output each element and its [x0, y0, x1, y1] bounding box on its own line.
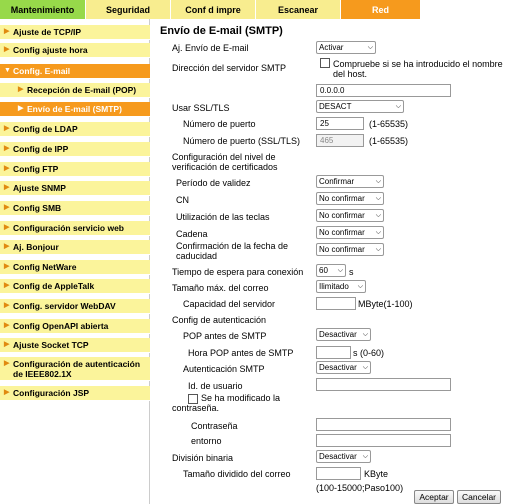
ssl-port-range: (1-65535) [369, 136, 409, 146]
arrow-right-icon: ▶ [18, 105, 24, 112]
key-usage-select[interactable] [316, 209, 384, 222]
binary-split-value: Desactivar [319, 452, 357, 461]
expiry-select[interactable] [316, 243, 384, 256]
port-label: Número de puerto [183, 119, 256, 129]
password-input[interactable] [316, 418, 451, 431]
chevron-down-icon: ⌵ [357, 283, 363, 290]
arrow-right-icon: ▶ [4, 224, 10, 231]
sidebar-item-ieee8021x[interactable] [0, 357, 150, 381]
expiry-value: No confirmar [319, 245, 365, 254]
capacity-label: Capacidad del servidor [183, 299, 276, 309]
pop-time-label: Hora POP antes de SMTP [188, 348, 294, 358]
chain-value: No confirmar [319, 228, 365, 237]
top-tab-bar [0, 0, 517, 19]
split-size-unit: KByte [364, 469, 389, 479]
timeout-unit: s [349, 267, 354, 277]
sidebar-item-label: Config OpenAPI abierta [13, 321, 109, 331]
sidebar-item-label: Ajuste Socket TCP [13, 340, 89, 350]
sidebar-item-bonjour[interactable] [0, 240, 150, 255]
max-size-label: Tamaño máx. del correo [172, 283, 269, 293]
ssl-port-label: Número de puerto (SSL/TLS) [183, 136, 301, 146]
send-email-select[interactable] [316, 41, 376, 54]
pop-before-label: POP antes de SMTP [183, 331, 267, 341]
chain-label: Cadena [176, 229, 208, 239]
sidebar-item-label: Configuración servicio web [13, 223, 124, 233]
binary-split-select[interactable] [316, 450, 371, 463]
domain-label: entorno [191, 436, 222, 446]
password-changed-label: Se ha modificado la contraseña. [172, 393, 281, 413]
sidebar-item-appletalk[interactable] [0, 279, 150, 294]
sidebar-item-ldap[interactable] [0, 122, 150, 137]
sidebar-item-label: Recepción de E-mail (POP) [27, 85, 137, 95]
chevron-down-icon: ⌵ [337, 267, 343, 274]
auth-section-heading: Config de autenticación [172, 315, 267, 325]
chevron-down-icon: ⌵ [375, 229, 381, 236]
arrow-right-icon: ▶ [4, 389, 10, 396]
port-input[interactable]: 25 [316, 117, 364, 130]
sidebar-item-smtp[interactable] [0, 102, 150, 117]
pop-time-unit: s (0-60) [353, 348, 385, 358]
sidebar-item-label: Configuración JSP [13, 388, 90, 398]
arrow-right-icon: ▶ [4, 282, 10, 289]
sidebar-item-ftp[interactable] [0, 162, 150, 177]
sidebar-item-servicio-web[interactable] [0, 221, 150, 236]
chevron-down-icon: ⌵ [362, 331, 368, 338]
smtp-auth-select[interactable] [316, 361, 371, 374]
password-label: Contraseña [191, 421, 238, 431]
chevron-down-icon: ⌵ [362, 453, 368, 460]
cancel-button[interactable]: Cancelar [457, 490, 501, 504]
page-title: Envío de E-mail (SMTP) [160, 25, 283, 37]
sidebar-item-label: Ajuste de TCP/IP [13, 27, 82, 37]
tab-red[interactable]: Red [341, 0, 420, 19]
timeout-value: 60 [319, 266, 328, 275]
chevron-down-icon: ⌵ [367, 44, 373, 51]
sidebar-item-label: Config de AppleTalk [13, 281, 95, 291]
binary-split-label: División binaria [172, 453, 234, 463]
timeout-label: Tiempo de espera para conexión [172, 267, 304, 277]
tab-escanear[interactable]: Escanear [256, 0, 341, 19]
smtp-auth-label: Autenticación SMTP [183, 364, 265, 374]
chevron-down-icon: ⌵ [362, 364, 368, 371]
arrow-right-icon: ▶ [4, 302, 10, 309]
ssl-tls-select[interactable] [316, 100, 404, 113]
chevron-down-icon: ⌵ [375, 212, 381, 219]
sidebar-item-label: Config. E-mail [13, 66, 71, 76]
smtp-server-label: Dirección del servidor SMTP [172, 63, 287, 73]
validity-label: Período de validez [176, 178, 251, 188]
arrow-right-icon: ▶ [4, 243, 10, 250]
hostname-check-label: Compruebe si se ha introducido el nombre del host. [333, 59, 503, 79]
sidebar-item-webdav[interactable] [0, 299, 150, 314]
arrow-right-icon: ▶ [4, 360, 10, 367]
ssl-tls-label: Usar SSL/TLS [172, 103, 230, 113]
key-usage-label: Utilización de las teclas [176, 212, 270, 222]
max-size-select[interactable] [316, 280, 366, 293]
sidebar-item-label: Config ajuste hora [13, 45, 88, 55]
sidebar [0, 19, 150, 504]
split-size-range: (100-15000;Paso100) [316, 483, 404, 493]
arrow-down-icon: ▼ [4, 67, 11, 74]
arrow-right-icon: ▶ [4, 322, 10, 329]
timeout-select[interactable] [316, 264, 346, 277]
arrow-right-icon: ▶ [4, 46, 10, 53]
chevron-down-icon: ⌵ [375, 178, 381, 185]
arrow-right-icon: ▶ [4, 165, 10, 172]
chevron-down-icon: ⌵ [375, 195, 381, 202]
pop-before-select[interactable] [316, 328, 371, 341]
arrow-right-icon: ▶ [4, 204, 10, 211]
sidebar-item-smb[interactable] [0, 201, 150, 216]
chevron-down-icon: ⌵ [375, 246, 381, 253]
pop-time-input[interactable] [316, 346, 351, 359]
user-id-label: Id. de usuario [188, 381, 243, 391]
smtp-settings-form [158, 19, 517, 504]
split-size-input[interactable] [316, 467, 361, 480]
sidebar-item-socket-tcp[interactable] [0, 338, 150, 353]
chain-select[interactable] [316, 226, 384, 239]
capacity-unit: MByte(1-100) [358, 299, 413, 309]
tab-seguridad[interactable]: Seguridad [86, 0, 171, 19]
port-range: (1-65535) [369, 119, 409, 129]
sidebar-item-label: Config SMB [13, 203, 62, 213]
sidebar-item-openapi[interactable] [0, 319, 150, 334]
tab-mantenimiento[interactable]: Mantenimiento [0, 0, 86, 19]
sidebar-item-label: Envío de E-mail (SMTP) [27, 104, 122, 114]
sidebar-item-label: Aj. Bonjour [13, 242, 59, 252]
sidebar-item-label: Config FTP [13, 164, 59, 174]
cn-label: CN [176, 195, 189, 205]
domain-input[interactable] [316, 434, 451, 447]
sidebar-item-email[interactable] [0, 64, 150, 79]
chevron-down-icon: ⌵ [395, 103, 401, 110]
sidebar-item-ajuste-hora[interactable] [0, 43, 150, 58]
arrow-right-icon: ▶ [18, 86, 24, 93]
sidebar-item-netware[interactable] [0, 260, 150, 275]
tab-bar-filler [420, 0, 517, 19]
smtp-server-input[interactable]: 0.0.0.0 [316, 84, 451, 97]
arrow-right-icon: ▶ [4, 263, 10, 270]
user-id-input[interactable] [316, 378, 451, 391]
key-usage-value: No confirmar [319, 211, 365, 220]
ssl-tls-value: DESACT [319, 102, 352, 111]
sidebar-item-ipp[interactable] [0, 142, 150, 157]
tab-conf-impre[interactable]: Conf d impre [171, 0, 256, 19]
validity-select[interactable] [316, 175, 384, 188]
pop-before-value: Desactivar [319, 330, 357, 339]
max-size-value: Ilimitado [319, 282, 349, 291]
sidebar-item-pop[interactable] [0, 83, 150, 98]
sidebar-item-tcpip[interactable] [0, 25, 150, 40]
arrow-right-icon: ▶ [4, 184, 10, 191]
hostname-checkbox[interactable] [320, 58, 330, 68]
arrow-right-icon: ▶ [4, 125, 10, 132]
expiry-label: Confirmación de la fecha de caducidad [176, 241, 289, 261]
arrow-right-icon: ▶ [4, 341, 10, 348]
apply-button[interactable]: Aceptar [414, 490, 454, 504]
sidebar-item-label: Config. servidor WebDAV [13, 301, 116, 311]
send-email-value: Activar [319, 43, 344, 52]
smtp-auth-value: Desactivar [319, 363, 357, 372]
cert-section-heading: Configuración del nivel de verificación de certificados [172, 152, 278, 172]
sidebar-item-label: Ajuste SNMP [13, 183, 66, 193]
cn-select[interactable] [316, 192, 384, 205]
sidebar-item-jsp[interactable] [0, 386, 150, 401]
ssl-port-input[interactable]: 465 [316, 134, 364, 147]
arrow-right-icon: ▶ [4, 145, 10, 152]
sidebar-item-label: Config de IPP [13, 144, 69, 154]
sidebar-item-label: Configuración de autenticación de IEEE802.1X [13, 359, 141, 379]
arrow-right-icon: ▶ [4, 28, 10, 35]
sidebar-item-snmp[interactable] [0, 181, 150, 196]
send-email-label: Aj. Envío de E-mail [172, 43, 249, 53]
split-size-label: Tamaño dividido del correo [183, 469, 291, 479]
capacity-input[interactable] [316, 297, 356, 310]
validity-value: Confirmar [319, 177, 355, 186]
sidebar-item-label: Config NetWare [13, 262, 77, 272]
cn-value: No confirmar [319, 194, 365, 203]
sidebar-item-label: Config de LDAP [13, 124, 78, 134]
